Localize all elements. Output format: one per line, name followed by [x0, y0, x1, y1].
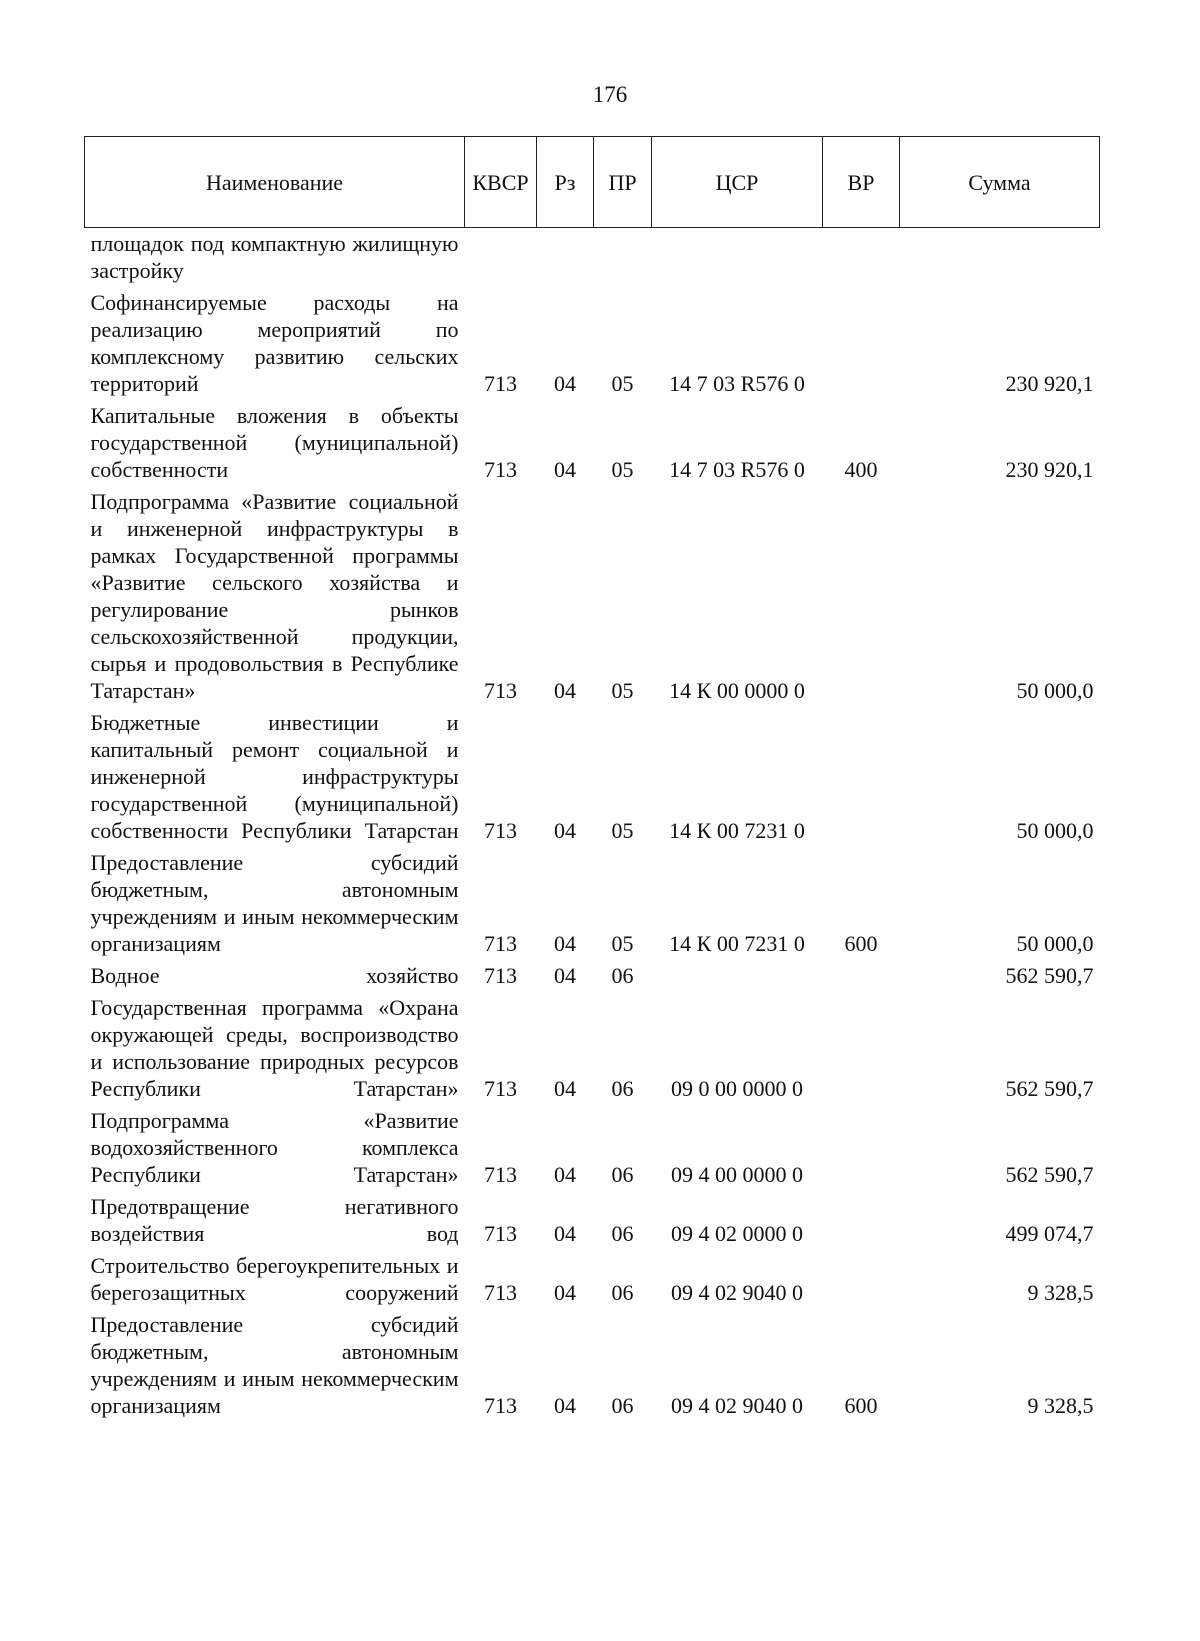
cell-name: Подпрограмма «Развитие водохозяйственного комплекса Республики Татарстан»: [90, 1108, 459, 1187]
page-number: 176: [592, 82, 628, 107]
table-row: [85, 486, 1100, 707]
table-row: [85, 228, 1100, 288]
cell-kvsr: 713: [484, 1280, 517, 1305]
cell-vr: [823, 960, 900, 992]
table-row: [85, 992, 1100, 1105]
cell-csr: 09 4 02 9040 0: [671, 1393, 803, 1418]
cell-sum: 499 074,7: [1005, 1221, 1094, 1246]
cell-csr: [652, 960, 823, 992]
cell-vr: [823, 1191, 900, 1250]
cell-pr: 05: [611, 371, 634, 396]
header-csr: ЦСР: [652, 137, 823, 228]
table-row: [85, 707, 1100, 847]
cell-rz: 04: [554, 931, 576, 956]
cell-rz: 04: [554, 963, 576, 988]
cell-sum: 562 590,7: [1005, 963, 1094, 988]
cell-csr: 14 К 00 7231 0: [669, 931, 805, 956]
header-rz: Рз: [537, 137, 594, 228]
cell-name: площадок под компактную жилищную застройку: [90, 231, 459, 283]
cell-pr: 05: [611, 678, 634, 703]
cell-name: Подпрограмма «Развитие социальной и инженерной инфраструктуры в рамках Государственной программы «Развитие сельского хозяйства и регулирование рынков сельскохозяйственной продукции, сырья и продовольствия в Республике Татарстан»: [90, 489, 459, 703]
table-row: [85, 400, 1100, 486]
cell-vr: 600: [844, 1393, 878, 1418]
cell-name: Предоставление субсидий бюджетным, автономным учреждениям и иным некоммерческим организациям: [90, 1312, 459, 1418]
cell-rz: [537, 228, 594, 288]
cell-vr: [823, 228, 900, 288]
cell-csr: 09 4 02 9040 0: [671, 1280, 803, 1305]
cell-csr: 09 0 00 0000 0: [671, 1076, 803, 1101]
budget-table: [84, 136, 1100, 1422]
cell-kvsr: 713: [484, 931, 517, 956]
cell-name: Водное хозяйство: [90, 963, 459, 988]
cell-sum: 562 590,7: [1005, 1162, 1094, 1187]
table-row: [85, 1105, 1100, 1191]
cell-vr: [823, 1105, 900, 1191]
cell-sum: 50 000,0: [1016, 678, 1094, 703]
cell-kvsr: 713: [484, 1393, 517, 1418]
cell-kvsr: 713: [484, 678, 517, 703]
cell-kvsr: 713: [484, 457, 517, 482]
table-header-row: [85, 137, 1100, 228]
cell-vr: [823, 486, 900, 707]
cell-sum: 9 328,5: [1027, 1393, 1094, 1418]
header-sum: Сумма: [900, 137, 1100, 228]
cell-pr: 06: [611, 1162, 634, 1187]
cell-kvsr: 713: [484, 1162, 517, 1187]
cell-name: Строительство берегоукрепительных и берегозащитных сооружений: [90, 1253, 459, 1305]
cell-rz: 04: [554, 371, 576, 396]
cell-csr: 09 4 02 0000 0: [671, 1221, 803, 1246]
cell-sum: [900, 228, 1100, 288]
header-vr: ВР: [823, 137, 900, 228]
cell-pr: 05: [611, 818, 634, 843]
cell-vr: [823, 1250, 900, 1309]
cell-kvsr: 713: [484, 818, 517, 843]
cell-sum: 230 920,1: [1005, 371, 1094, 396]
cell-name: Капитальные вложения в объекты государственной (муниципальной) собственности: [90, 403, 459, 482]
cell-name: Предоставление субсидий бюджетным, автономным учреждениям и иным некоммерческим организациям: [90, 850, 459, 956]
cell-pr: 06: [611, 1221, 634, 1246]
cell-name: Софинансируемые расходы на реализацию мероприятий по комплексному развитию сельских территорий: [90, 290, 459, 396]
cell-pr: 05: [611, 931, 634, 956]
cell-kvsr: 713: [484, 371, 517, 396]
cell-csr: 14 К 00 0000 0: [669, 678, 805, 703]
table-row: [85, 960, 1100, 992]
cell-pr: 06: [611, 1076, 634, 1101]
cell-rz: 04: [554, 818, 576, 843]
cell-kvsr: [465, 228, 537, 288]
cell-pr: 06: [611, 1393, 634, 1418]
cell-sum: 9 328,5: [1027, 1280, 1094, 1305]
cell-csr: [652, 228, 823, 288]
cell-rz: 04: [554, 1393, 576, 1418]
cell-name: Предотвращение негативного воздействия вод: [90, 1194, 459, 1246]
cell-vr: 600: [844, 931, 878, 956]
table-row: [85, 287, 1100, 400]
cell-rz: 04: [554, 678, 576, 703]
header-kvsr: КВСР: [465, 137, 537, 228]
cell-rz: 04: [554, 1221, 576, 1246]
cell-name: Государственная программа «Охрана окружающей среды, воспроизводство и использование природных ресурсов Республики Татарстан»: [90, 995, 459, 1101]
table-row: [85, 847, 1100, 960]
table-row: [85, 1309, 1100, 1422]
cell-vr: [823, 287, 900, 400]
table-row: [85, 1250, 1100, 1309]
cell-csr: 14 7 03 R576 0: [669, 457, 805, 482]
header-name: Наименование: [85, 137, 465, 228]
cell-sum: 50 000,0: [1016, 818, 1094, 843]
cell-pr: 06: [611, 1280, 634, 1305]
cell-vr: 400: [844, 457, 878, 482]
cell-kvsr: 713: [484, 963, 517, 988]
cell-rz: 04: [554, 457, 576, 482]
cell-pr: 05: [611, 457, 634, 482]
table-row: [85, 1191, 1100, 1250]
cell-vr: [823, 707, 900, 847]
header-pr: ПР: [594, 137, 652, 228]
cell-rz: 04: [554, 1076, 576, 1101]
cell-kvsr: 713: [484, 1221, 517, 1246]
cell-vr: [823, 992, 900, 1105]
cell-rz: 04: [554, 1280, 576, 1305]
cell-kvsr: 713: [484, 1076, 517, 1101]
cell-pr: [594, 228, 652, 288]
cell-csr: 09 4 00 0000 0: [671, 1162, 803, 1187]
cell-csr: 14 7 03 R576 0: [669, 371, 805, 396]
cell-csr: 14 К 00 7231 0: [669, 818, 805, 843]
cell-pr: 06: [611, 963, 634, 988]
cell-sum: 230 920,1: [1005, 457, 1094, 482]
cell-rz: 04: [554, 1162, 576, 1187]
cell-sum: 50 000,0: [1016, 931, 1094, 956]
cell-name: Бюджетные инвестиции и капитальный ремонт социальной и инженерной инфраструктуры государственной (муниципальной) собственности Республики Татарстан: [90, 710, 459, 843]
cell-sum: 562 590,7: [1005, 1076, 1094, 1101]
